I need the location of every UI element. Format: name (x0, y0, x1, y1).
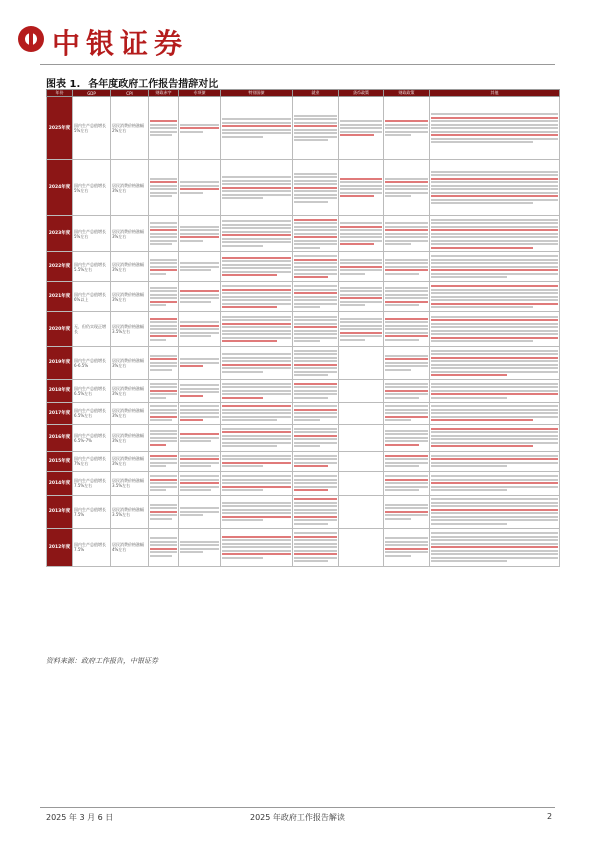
text-lines (150, 355, 177, 371)
text-lines (294, 498, 337, 525)
text-lines (222, 176, 291, 199)
text-lines (340, 259, 382, 275)
header-rule (40, 64, 555, 65)
text-lines (294, 285, 337, 308)
detail-cell (221, 451, 293, 471)
text-lines (294, 428, 337, 448)
table-row (47, 252, 560, 282)
text-lines (340, 178, 382, 198)
detail-cell (149, 97, 179, 160)
gdp-cell: 国内生产总值增长5%左右 (73, 160, 111, 216)
col-header: 特别国债 (221, 90, 293, 97)
detail-cell (384, 379, 430, 402)
detail-cell (430, 424, 560, 451)
detail-cell (149, 347, 179, 380)
detail-cell (179, 471, 221, 495)
gdp-cell: 国内生产总值增长5.5%左右 (73, 252, 111, 282)
year-cell: 2012年度 (47, 528, 73, 566)
text-lines (222, 257, 291, 277)
detail-cell (430, 402, 560, 424)
detail-cell (384, 97, 430, 160)
figure-number: 图表 1. (46, 79, 81, 90)
text-lines (222, 455, 291, 468)
table-row (47, 216, 560, 252)
detail-cell (293, 216, 339, 252)
detail-cell (293, 252, 339, 282)
detail-cell (339, 97, 384, 160)
detail-cell (430, 451, 560, 471)
footer-rule (40, 807, 555, 808)
text-lines (431, 475, 558, 491)
detail-cell (430, 160, 560, 216)
text-lines (385, 222, 428, 245)
detail-cell (179, 379, 221, 402)
cpi-cell: 居民消费价格涨幅3%左右 (111, 402, 149, 424)
detail-cell (221, 252, 293, 282)
footer-title: 2025 年政府工作报告解读 (250, 813, 345, 822)
text-lines (294, 255, 337, 278)
table-row (47, 471, 560, 495)
detail-cell (179, 160, 221, 216)
detail-cell (149, 471, 179, 495)
detail-cell (339, 160, 384, 216)
cpi-cell: 居民消费价格涨幅3.5%左右 (111, 495, 149, 528)
detail-cell (339, 252, 384, 282)
detail-cell (293, 402, 339, 424)
text-lines (150, 178, 177, 198)
gdp-cell: 国内生产总值增长7.5% (73, 495, 111, 528)
table-row (47, 495, 560, 528)
table-row (47, 160, 560, 216)
text-lines (385, 287, 428, 307)
year-cell: 2014年度 (47, 471, 73, 495)
detail-cell (339, 312, 384, 347)
text-lines (431, 532, 558, 562)
text-lines (150, 537, 177, 557)
detail-cell (384, 471, 430, 495)
detail-cell (430, 379, 560, 402)
source-note: 资料来源：政府工作报告，中银证券 (46, 657, 158, 665)
detail-cell (339, 451, 384, 471)
detail-cell (221, 347, 293, 380)
year-cell: 2021年度 (47, 282, 73, 312)
gdp-cell: 国内生产总值增长6-6.5% (73, 347, 111, 380)
detail-cell (149, 451, 179, 471)
col-header: CPI (111, 90, 149, 97)
page-number: 2 (547, 812, 553, 821)
cpi-cell: 居民消费价格涨幅3%左右 (111, 379, 149, 402)
table-row (47, 402, 560, 424)
text-lines (180, 321, 219, 337)
text-lines (150, 318, 177, 341)
detail-cell (293, 347, 339, 380)
text-lines (385, 383, 428, 399)
detail-cell (293, 312, 339, 347)
year-cell: 2024年度 (47, 160, 73, 216)
table-row (47, 312, 560, 347)
gdp-cell: 国内生产总值增长6.5%左右 (73, 379, 111, 402)
text-lines (385, 318, 428, 341)
detail-cell (430, 528, 560, 566)
detail-cell (221, 471, 293, 495)
detail-cell (430, 471, 560, 495)
detail-cell (384, 402, 430, 424)
detail-cell (384, 216, 430, 252)
detail-cell (149, 495, 179, 528)
detail-cell (339, 495, 384, 528)
text-lines (294, 475, 337, 491)
text-lines (431, 350, 558, 377)
text-lines (180, 290, 219, 303)
text-lines (150, 120, 177, 136)
text-lines (150, 287, 177, 307)
detail-cell (179, 495, 221, 528)
detail-cell (179, 424, 221, 451)
table-row (47, 282, 560, 312)
text-lines (180, 475, 219, 491)
detail-cell (149, 379, 179, 402)
cpi-cell: 居民消费价格涨幅3%左右 (111, 424, 149, 451)
text-lines (150, 430, 177, 446)
col-header: 财政赤字 (149, 90, 179, 97)
detail-cell (221, 402, 293, 424)
detail-cell (221, 160, 293, 216)
gdp-cell: 无，但仍实现正增长 (73, 312, 111, 347)
year-cell: 2013年度 (47, 495, 73, 528)
detail-cell (221, 528, 293, 566)
year-cell: 2019年度 (47, 347, 73, 380)
gdp-cell: 国内生产总值增长6.5%-7% (73, 424, 111, 451)
table-row (47, 347, 560, 380)
detail-cell (221, 312, 293, 347)
table-header-row (47, 90, 560, 97)
col-header: 专项债 (179, 90, 221, 97)
text-lines (180, 455, 219, 468)
detail-cell (149, 424, 179, 451)
detail-cell (384, 252, 430, 282)
text-lines (385, 455, 428, 468)
detail-cell (339, 379, 384, 402)
detail-cell (339, 402, 384, 424)
page-header (0, 0, 595, 70)
text-lines (340, 120, 382, 136)
gdp-cell: 国内生产总值增长6.5%左右 (73, 402, 111, 424)
text-lines (385, 430, 428, 446)
cpi-cell: 居民消费价格涨幅2%左右 (111, 97, 149, 160)
detail-cell (149, 528, 179, 566)
comparison-table-wrap (46, 89, 559, 652)
detail-cell (149, 160, 179, 216)
detail-cell (430, 347, 560, 380)
text-lines (222, 502, 291, 522)
year-cell: 2015年度 (47, 451, 73, 471)
table-row (47, 528, 560, 566)
detail-cell (293, 471, 339, 495)
text-lines (340, 222, 382, 245)
col-header: 其他 (430, 90, 560, 97)
text-lines (180, 262, 219, 271)
detail-cell (430, 216, 560, 252)
cpi-cell: 居民消费价格涨幅3%左右 (111, 160, 149, 216)
text-lines (222, 475, 291, 491)
detail-cell (293, 495, 339, 528)
text-lines (340, 287, 382, 307)
table-row (47, 424, 560, 451)
text-lines (180, 405, 219, 421)
detail-cell (339, 216, 384, 252)
cpi-cell: 居民消费价格涨幅3.5%左右 (111, 312, 149, 347)
year-cell: 2022年度 (47, 252, 73, 282)
text-lines (431, 428, 558, 448)
detail-cell (384, 312, 430, 347)
comparison-table (46, 89, 560, 567)
gdp-cell: 国内生产总值增长7%左右 (73, 451, 111, 471)
text-lines (222, 405, 291, 421)
figure-title (46, 75, 218, 90)
detail-cell (179, 97, 221, 160)
footer-date: 2025 年 3 月 6 日 (46, 813, 114, 822)
text-lines (180, 507, 219, 516)
text-lines (294, 350, 337, 377)
detail-cell (149, 402, 179, 424)
text-lines (385, 405, 428, 421)
year-cell: 2020年度 (47, 312, 73, 347)
text-lines (431, 455, 558, 468)
detail-cell (179, 282, 221, 312)
text-lines (294, 532, 337, 562)
text-lines (294, 405, 337, 421)
bank-logo-icon (18, 26, 44, 52)
detail-cell (149, 312, 179, 347)
col-header: 年份 (47, 90, 73, 97)
year-cell: 2017年度 (47, 402, 73, 424)
text-lines (385, 259, 428, 275)
gdp-cell: 国内生产总值增长6%以上 (73, 282, 111, 312)
text-lines (150, 383, 177, 399)
text-lines (431, 113, 558, 143)
text-lines (431, 316, 558, 343)
detail-cell (339, 282, 384, 312)
text-lines (222, 536, 291, 559)
detail-cell (430, 495, 560, 528)
text-lines (222, 383, 291, 399)
text-lines (222, 428, 291, 448)
text-lines (294, 115, 337, 142)
detail-cell (179, 347, 221, 380)
year-cell: 2018年度 (47, 379, 73, 402)
detail-cell (430, 252, 560, 282)
detail-cell (384, 282, 430, 312)
text-lines (385, 355, 428, 371)
cpi-cell: 居民消费价格涨幅3%左右 (111, 282, 149, 312)
col-header: 就业 (293, 90, 339, 97)
detail-cell (179, 216, 221, 252)
text-lines (150, 475, 177, 491)
detail-cell (293, 379, 339, 402)
detail-cell (221, 495, 293, 528)
detail-cell (384, 347, 430, 380)
detail-cell (384, 424, 430, 451)
detail-cell (430, 97, 560, 160)
text-lines (294, 383, 337, 399)
detail-cell (384, 451, 430, 471)
detail-cell (221, 216, 293, 252)
col-header: GDP (73, 90, 111, 97)
text-lines (150, 222, 177, 245)
gdp-cell: 国内生产总值增长7.5%左右 (73, 471, 111, 495)
gdp-cell: 国内生产总值增长5%左右 (73, 97, 111, 160)
text-lines (150, 455, 177, 468)
text-lines (431, 255, 558, 278)
detail-cell (221, 97, 293, 160)
text-lines (222, 316, 291, 343)
text-lines (180, 124, 219, 133)
text-lines (385, 178, 428, 198)
text-lines (385, 537, 428, 557)
year-cell: 2016年度 (47, 424, 73, 451)
detail-cell (339, 424, 384, 451)
detail-cell (179, 451, 221, 471)
detail-cell (293, 424, 339, 451)
text-lines (431, 383, 558, 399)
text-lines (222, 285, 291, 308)
text-lines (180, 541, 219, 554)
detail-cell (293, 451, 339, 471)
detail-cell (179, 312, 221, 347)
col-header: 货币政策 (339, 90, 384, 97)
text-lines (180, 358, 219, 367)
detail-cell (221, 379, 293, 402)
text-lines (180, 181, 219, 194)
text-lines (180, 226, 219, 242)
detail-cell (221, 424, 293, 451)
detail-cell (293, 97, 339, 160)
text-lines (150, 504, 177, 520)
detail-cell (384, 160, 430, 216)
text-lines (431, 498, 558, 525)
text-lines (431, 219, 558, 249)
text-lines (150, 405, 177, 421)
detail-cell (339, 347, 384, 380)
text-lines (150, 259, 177, 275)
detail-cell (149, 282, 179, 312)
cpi-cell: 居民消费价格涨幅3.5%左右 (111, 471, 149, 495)
text-lines (431, 285, 558, 308)
text-lines (222, 118, 291, 138)
detail-cell (221, 282, 293, 312)
detail-cell (384, 495, 430, 528)
text-lines (385, 475, 428, 491)
figure-caption: 各年度政府工作报告措辞对比 (88, 79, 219, 90)
detail-cell (179, 528, 221, 566)
detail-cell (149, 216, 179, 252)
text-lines (294, 455, 337, 468)
gdp-cell: 国内生产总值增长7.5% (73, 528, 111, 566)
text-lines (431, 405, 558, 421)
detail-cell (179, 252, 221, 282)
text-lines (294, 316, 337, 343)
detail-cell (293, 282, 339, 312)
detail-cell (179, 402, 221, 424)
text-lines (340, 318, 382, 341)
detail-cell (339, 528, 384, 566)
table-row (47, 97, 560, 160)
detail-cell (293, 160, 339, 216)
text-lines (385, 504, 428, 520)
detail-cell (339, 471, 384, 495)
gdp-cell: 国内生产总值增长5%左右 (73, 216, 111, 252)
cpi-cell: 居民消费价格涨幅4%左右 (111, 528, 149, 566)
table-row (47, 451, 560, 471)
text-lines (222, 353, 291, 373)
text-lines (294, 173, 337, 203)
text-lines (222, 220, 291, 247)
detail-cell (293, 528, 339, 566)
text-lines (180, 433, 219, 442)
cpi-cell: 居民消费价格涨幅3%左右 (111, 252, 149, 282)
detail-cell (430, 312, 560, 347)
detail-cell (149, 252, 179, 282)
cpi-cell: 居民消费价格涨幅3%左右 (111, 347, 149, 380)
cpi-cell: 居民消费价格涨幅3%左右 (111, 451, 149, 471)
brand-name: 中银证券 (52, 27, 189, 60)
col-header: 财政政策 (384, 90, 430, 97)
cpi-cell: 居民消费价格涨幅3%左右 (111, 216, 149, 252)
text-lines (294, 219, 337, 249)
text-lines (385, 120, 428, 136)
year-cell: 2025年度 (47, 97, 73, 160)
detail-cell (384, 528, 430, 566)
year-cell: 2023年度 (47, 216, 73, 252)
detail-cell (430, 282, 560, 312)
text-lines (431, 171, 558, 205)
text-lines (180, 384, 219, 397)
table-row (47, 379, 560, 402)
